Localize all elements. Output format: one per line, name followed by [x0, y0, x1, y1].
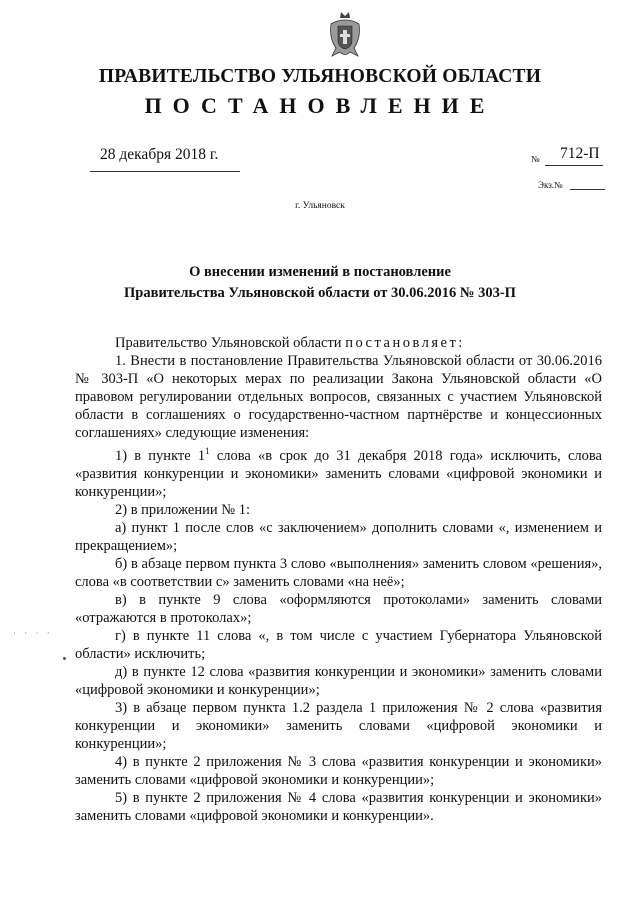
paragraph-1: 1. Внести в постановление Правительства Ульяновской области от 30.06.2016 № 303-П «О некоторых мерах по реализации Закона Ульяновской области «О правовом регулировании отдельных вопросов, связанных с участием Ульяновской области в соглашениях о государственно-частном партнёрстве и концессионных соглашениях» следующие изменения:: [75, 353, 602, 441]
number-underline: [545, 165, 603, 166]
intro-decree-word: постановляет:: [345, 335, 465, 351]
coat-of-arms-icon: [328, 10, 362, 60]
government-title: ПРАВИТЕЛЬСТВО УЛЬЯНОВСКОЙ ОБЛАСТИ: [98, 66, 542, 87]
intro-text: Правительство Ульяновской области: [115, 335, 346, 351]
heading-line-1: О внесении изменений в постановление: [189, 264, 451, 280]
paragraph-g: г) в пункте 11 слова «, в том числе с участием Губернатора Ульяновской области» исключить;: [75, 627, 602, 662]
paragraph-1-5: 5) в пункте 2 приложения № 4 слова «развития конкуренции и экономики» заменить словами «цифровой экономики и конкуренции».: [75, 789, 602, 824]
paragraph-1-4: 4) в пункте 2 приложения № 3 слова «развития конкуренции и экономики» заменить словами «цифровой экономики и конкуренции»;: [75, 753, 602, 788]
document-body: [75, 334, 602, 825]
document-date: 28 декабря 2018 г.: [100, 146, 219, 163]
paragraph-1-1-end: слова «в срок до 31 декабря 2018 года» исключить, слова «развития конкуренции и экономики» заменить словами «цифровой экономики и конкуренции»;: [75, 447, 602, 500]
city: г. Ульяновск: [295, 201, 345, 211]
copy-number-label: Экз.№: [538, 180, 563, 190]
paragraph-b: б) в абзаце первом пункта 3 слово «выполнения» заменить словом «решения», слова «в соответствии с» заменить словами «на неё»;: [75, 555, 602, 590]
heading-line-2: Правительства Ульяновской области от 30.06.2016 № 303-П: [124, 285, 516, 301]
paragraph-v: в) в пункте 9 слова «оформляются протоколами» заменить словами «отражаются в протоколах»;: [75, 591, 602, 626]
document-type: ПОСТАНОВЛЕНИЕ: [144, 93, 496, 118]
paragraph-1-1-superscript: 1: [205, 446, 210, 456]
paragraph-d: д) в пункте 12 слова «развития конкуренции и экономики» заменить словами «цифровой экономики и конкуренции»;: [75, 663, 602, 698]
copy-number-underline: [570, 189, 605, 190]
date-underline: [90, 171, 240, 172]
document-heading: [0, 262, 640, 304]
document-number: 712-П: [560, 145, 600, 162]
paragraph-1-1-start: 1) в пункте 1: [115, 447, 206, 464]
paragraph-a: а) пункт 1 после слов «с заключением» дополнить словами «, изменением и прекращением»;: [75, 519, 602, 554]
margin-dot: [63, 657, 66, 660]
intro-paragraph: [75, 334, 602, 352]
margin-scan-marks: · · · ·: [13, 628, 53, 638]
paragraph-1-1: [75, 442, 602, 501]
paragraph-1-2: 2) в приложении № 1:: [115, 501, 250, 518]
number-sign: №: [531, 154, 540, 164]
paragraph-1-3: 3) в абзаце первом пункта 1.2 раздела 1 приложения № 2 слова «развития конкуренции и экономики» заменить словами «цифровой экономики и конкуренции»;: [75, 699, 602, 752]
